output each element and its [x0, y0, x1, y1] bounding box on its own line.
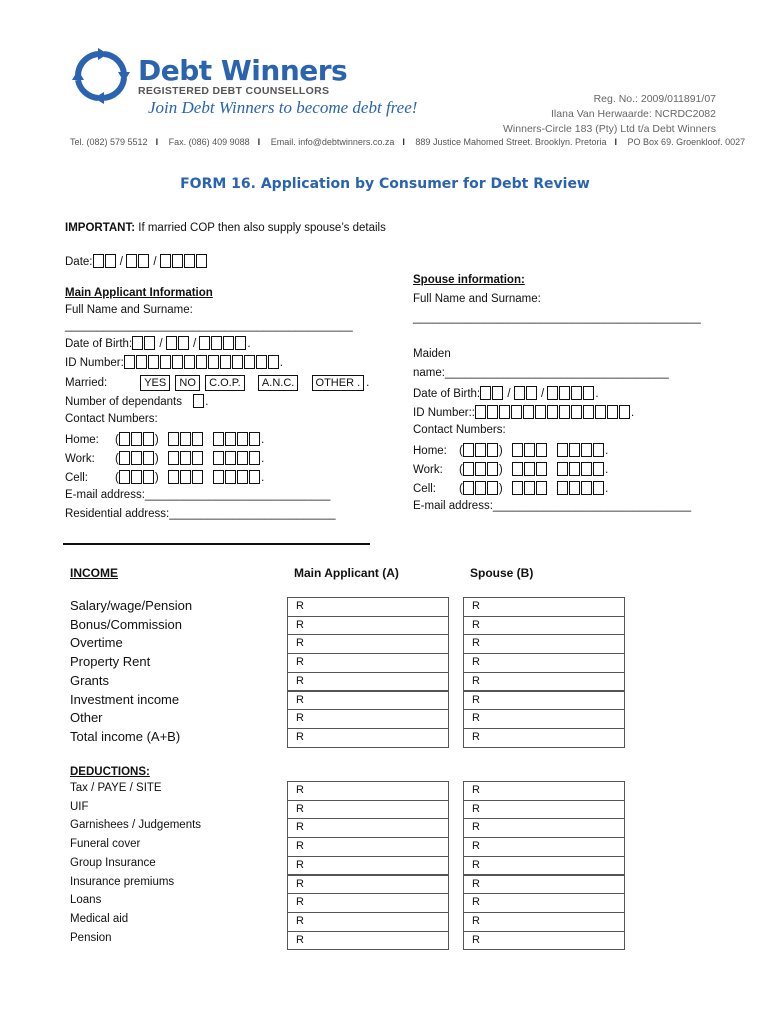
char-box[interactable]	[119, 432, 130, 446]
main-dependants-row	[65, 394, 208, 408]
spouse-cell-number[interactable]	[557, 481, 605, 495]
spouse-cell-prefix[interactable]	[512, 481, 548, 495]
char-box[interactable]	[487, 481, 498, 495]
char-box[interactable]	[571, 386, 582, 400]
spouse-dob-day[interactable]	[480, 386, 504, 400]
main-applicant-heading: Main Applicant Information	[65, 287, 213, 299]
char-box[interactable]	[105, 254, 116, 268]
date-month-field[interactable]	[126, 254, 150, 268]
char-box[interactable]	[547, 405, 558, 419]
char-box[interactable]	[569, 462, 580, 476]
char-box[interactable]	[249, 470, 260, 484]
income-main-amount-field[interactable]: R	[287, 653, 449, 673]
char-box[interactable]	[124, 355, 135, 369]
contact-fax: Fax. (086) 409 9088	[168, 137, 250, 147]
char-box[interactable]	[143, 432, 154, 446]
char-box[interactable]	[595, 405, 606, 419]
paren: (	[459, 445, 463, 457]
work-label: Work:	[413, 464, 443, 476]
spouse-work-code[interactable]	[463, 462, 499, 476]
income-main-amount-field[interactable]: R	[287, 672, 449, 692]
company-subtitle: REGISTERED DEBT COUNSELLORS	[138, 85, 330, 97]
main-married-row	[65, 375, 369, 391]
paren: )	[154, 453, 159, 465]
main-id-label: ID Number:	[65, 357, 124, 369]
char-box[interactable]	[593, 481, 604, 495]
dot: .	[261, 453, 265, 465]
char-box[interactable]	[225, 470, 236, 484]
char-box[interactable]	[192, 451, 203, 465]
main-work-row	[65, 451, 264, 465]
char-box[interactable]	[499, 405, 510, 419]
paren: )	[154, 472, 159, 484]
main-work-code[interactable]	[119, 451, 155, 465]
char-box[interactable]	[511, 405, 522, 419]
section-divider	[63, 543, 370, 545]
deductions-heading: DEDUCTIONS:	[70, 766, 150, 778]
char-box[interactable]	[172, 254, 183, 268]
dot: .	[605, 464, 609, 476]
deduction-spouse-amount-field[interactable]: R	[463, 875, 625, 895]
income-row-label: Bonus/Commission	[70, 616, 182, 632]
reg-counsellor: Ilana Van Herwaarde: NCRDC2082	[551, 108, 716, 120]
char-box[interactable]	[225, 451, 236, 465]
char-box[interactable]	[512, 443, 523, 457]
col-spouse: Spouse (B)	[470, 566, 534, 580]
income-main-amount-field[interactable]: R	[287, 691, 449, 711]
spouse-name-field[interactable]: _____________________________________________	[413, 312, 701, 324]
income-row-label: Other	[70, 710, 103, 726]
char-box[interactable]	[492, 386, 503, 400]
main-dob-label: Date of Birth:	[65, 338, 133, 350]
spouse-contact-label: Contact Numbers:	[413, 424, 506, 436]
main-residential-field[interactable]: Residential address:__________________________	[65, 508, 336, 520]
char-box[interactable]	[268, 355, 279, 369]
char-box[interactable]	[119, 470, 130, 484]
spouse-work-row	[413, 462, 608, 476]
dot: .	[247, 338, 251, 350]
spouse-id-label: ID Number::	[413, 407, 475, 419]
dependants-field[interactable]	[193, 394, 205, 408]
main-cell-code[interactable]	[119, 470, 155, 484]
char-box[interactable]	[160, 355, 171, 369]
char-box[interactable]	[557, 481, 568, 495]
paren: )	[498, 483, 503, 495]
char-box[interactable]	[463, 462, 474, 476]
char-box[interactable]	[512, 462, 523, 476]
spouse-work-prefix[interactable]	[512, 462, 548, 476]
col-main-applicant: Main Applicant (A)	[294, 566, 399, 580]
dot: .	[631, 407, 635, 419]
deduction-row-label: Loans	[70, 894, 102, 907]
income-main-amount-field[interactable]: R	[287, 634, 449, 654]
deduction-main-amount-field[interactable]: R	[287, 893, 449, 913]
char-box[interactable]	[557, 443, 568, 457]
contact-line: Tel. (082) 579 5512 I Fax. (086) 409 9088 I Email. info@debtwinners.co.za I 889 Justice Mahomed Street. Brooklyn. Pretoria I PO Box 69. Groenkloof. 0027	[70, 137, 746, 147]
dot: .	[595, 388, 599, 400]
char-box[interactable]	[184, 254, 195, 268]
paren: )	[498, 445, 503, 457]
char-box[interactable]	[232, 355, 243, 369]
char-box[interactable]	[138, 254, 149, 268]
char-box[interactable]	[192, 432, 203, 446]
char-box[interactable]	[168, 432, 179, 446]
slash: /	[507, 388, 511, 400]
income-row-label: Overtime	[70, 635, 123, 651]
important-note	[65, 222, 386, 234]
dot: .	[605, 483, 609, 495]
char-box[interactable]	[168, 470, 179, 484]
deduction-spouse-amount-field[interactable]: R	[463, 856, 625, 876]
date-row	[65, 254, 208, 268]
char-box[interactable]	[581, 462, 592, 476]
char-box[interactable]	[180, 451, 191, 465]
income-main-amount-field[interactable]: R	[287, 709, 449, 729]
company-logo	[68, 46, 134, 104]
char-box[interactable]	[475, 405, 486, 419]
spouse-maiden-label: Maiden	[413, 348, 451, 360]
income-spouse-amount-field[interactable]: R	[463, 616, 625, 636]
char-box[interactable]	[143, 470, 154, 484]
char-box[interactable]	[178, 336, 189, 350]
char-box[interactable]	[593, 462, 604, 476]
work-label: Work:	[65, 453, 95, 465]
char-box[interactable]	[512, 481, 523, 495]
char-box[interactable]	[144, 336, 155, 350]
char-box[interactable]	[199, 336, 210, 350]
char-box[interactable]	[526, 386, 537, 400]
char-box[interactable]	[192, 470, 203, 484]
char-box[interactable]	[536, 481, 547, 495]
important-label: IMPORTANT:	[65, 222, 136, 234]
spouse-id-row	[413, 405, 634, 419]
deduction-main-amount-field[interactable]: R	[287, 875, 449, 895]
char-box[interactable]	[237, 432, 248, 446]
deduction-row-label: Garnishees / Judgements	[70, 819, 202, 832]
deduction-spouse-amount-field[interactable]: R	[463, 931, 625, 951]
dot: .	[605, 445, 609, 457]
paren: )	[498, 464, 503, 476]
spouse-maiden-field[interactable]: name:___________________________________	[413, 367, 669, 379]
char-box[interactable]	[180, 470, 191, 484]
home-label: Home:	[413, 445, 447, 457]
char-box[interactable]	[256, 355, 267, 369]
char-box[interactable]	[571, 405, 582, 419]
paren: (	[459, 483, 463, 495]
main-married-label: Married:	[65, 377, 108, 389]
deduction-row-label: Group Insurance	[70, 856, 156, 869]
char-box[interactable]	[131, 470, 142, 484]
dot: .	[279, 357, 283, 369]
main-dob-row	[65, 336, 251, 350]
char-box[interactable]	[213, 432, 224, 446]
income-spouse-amount-field[interactable]: R	[463, 634, 625, 654]
income-row-label: Property Rent	[70, 654, 151, 670]
char-box[interactable]	[211, 336, 222, 350]
char-box[interactable]	[180, 432, 191, 446]
form-title: FORM 16. Application by Consumer for Debt Review	[180, 176, 590, 192]
main-email-field[interactable]: E-mail address:_____________________________	[65, 489, 331, 501]
char-box[interactable]	[168, 451, 179, 465]
income-row-label: Salary/wage/Pension	[70, 598, 193, 613]
spouse-heading: Spouse information:	[413, 274, 525, 286]
spouse-name-label: Full Name and Surname:	[413, 293, 541, 305]
date-day-field[interactable]	[93, 254, 117, 268]
char-box[interactable]	[557, 462, 568, 476]
income-spouse-amount-field[interactable]: R	[463, 709, 625, 729]
contact-email[interactable]: Email. info@debtwinners.co.za	[270, 137, 395, 147]
deduction-spouse-amount-field[interactable]: R	[463, 893, 625, 913]
char-box[interactable]	[131, 451, 142, 465]
married-yes-option[interactable]: YES	[140, 375, 170, 391]
income-row-label: Total income (A+B)	[70, 728, 181, 744]
main-work-number[interactable]	[213, 451, 261, 465]
spouse-dob-label: Date of Birth:	[413, 388, 481, 400]
contact-pobox: PO Box 69. Groenkloof. 0027	[627, 137, 746, 147]
slash: /	[119, 256, 123, 268]
char-box[interactable]	[535, 405, 546, 419]
spouse-cell-row	[413, 481, 608, 495]
char-box[interactable]	[559, 405, 570, 419]
contact-tel: Tel. (082) 579 5512	[70, 137, 148, 147]
char-box[interactable]	[196, 355, 207, 369]
char-box[interactable]	[475, 462, 486, 476]
char-box[interactable]	[213, 470, 224, 484]
main-cell-prefix[interactable]	[168, 470, 204, 484]
spouse-home-row	[413, 443, 608, 457]
slash: /	[153, 256, 157, 268]
main-name-field[interactable]: _____________________________________________	[65, 320, 353, 332]
paren: (	[115, 472, 119, 484]
char-box[interactable]	[581, 443, 592, 457]
main-home-number[interactable]	[213, 432, 261, 446]
deduction-spouse-amount-field[interactable]: R	[463, 837, 625, 857]
char-box[interactable]	[193, 394, 204, 408]
spouse-home-prefix[interactable]	[512, 443, 548, 457]
married-other-option[interactable]: OTHER .	[312, 375, 365, 391]
income-main-amount-field[interactable]: R	[287, 616, 449, 636]
char-box[interactable]	[223, 336, 234, 350]
char-box[interactable]	[569, 481, 580, 495]
income-heading: INCOME	[70, 566, 118, 580]
main-home-code[interactable]	[119, 432, 155, 446]
dot: .	[261, 472, 265, 484]
dot: .	[366, 377, 370, 389]
char-box[interactable]	[249, 432, 260, 446]
char-box[interactable]	[244, 355, 255, 369]
deduction-row-label: Funeral cover	[70, 838, 141, 851]
income-main-amount-field[interactable]: R	[287, 597, 449, 617]
married-no-option[interactable]: NO	[175, 375, 200, 391]
deduction-main-amount-field[interactable]: R	[287, 781, 449, 801]
main-contact-label: Contact Numbers:	[65, 413, 158, 425]
char-box[interactable]	[583, 386, 594, 400]
char-box[interactable]	[524, 443, 535, 457]
paren: (	[115, 453, 119, 465]
spouse-home-number[interactable]	[557, 443, 605, 457]
char-box[interactable]	[475, 443, 486, 457]
char-box[interactable]	[131, 432, 142, 446]
deduction-spouse-amount-field[interactable]: R	[463, 912, 625, 932]
spouse-dob-month[interactable]	[514, 386, 538, 400]
char-box[interactable]	[569, 443, 580, 457]
income-row-label: Investment income	[70, 691, 180, 707]
paren: (	[115, 434, 119, 446]
char-box[interactable]	[487, 405, 498, 419]
paren: (	[459, 464, 463, 476]
main-home-prefix[interactable]	[168, 432, 204, 446]
char-box[interactable]	[583, 405, 594, 419]
char-box[interactable]	[172, 355, 183, 369]
char-box[interactable]	[184, 355, 195, 369]
deduction-main-amount-field[interactable]: R	[287, 800, 449, 820]
char-box[interactable]	[132, 336, 143, 350]
char-box[interactable]	[480, 386, 491, 400]
char-box[interactable]	[126, 254, 137, 268]
slash: /	[192, 338, 197, 350]
char-box[interactable]	[463, 481, 474, 495]
main-dob-day[interactable]	[132, 336, 156, 350]
char-box[interactable]	[208, 355, 219, 369]
main-dob-year[interactable]	[199, 336, 247, 350]
char-box[interactable]	[235, 336, 246, 350]
deduction-row-label: Tax / PAYE / SITE	[70, 782, 162, 794]
char-box[interactable]	[524, 481, 535, 495]
income-spouse-amount-field[interactable]: R	[463, 597, 625, 617]
deduction-spouse-amount-field[interactable]: R	[463, 781, 625, 801]
company-slogan: Join Debt Winners to become debt free!	[148, 98, 418, 117]
char-box[interactable]	[93, 254, 104, 268]
char-box[interactable]	[547, 386, 558, 400]
paren: )	[154, 434, 159, 446]
dot: .	[205, 396, 209, 408]
spouse-id-field[interactable]	[475, 405, 631, 419]
income-spouse-amount-field[interactable]: R	[463, 672, 625, 692]
char-box[interactable]	[607, 405, 618, 419]
income-spouse-amount-field[interactable]: R	[463, 728, 625, 748]
cell-label: Cell:	[413, 483, 437, 495]
spouse-work-number[interactable]	[557, 462, 605, 476]
income-spouse-amount-field[interactable]: R	[463, 691, 625, 711]
char-box[interactable]	[536, 462, 547, 476]
deduction-row-label: UIF	[70, 800, 89, 813]
char-box[interactable]	[536, 443, 547, 457]
deduction-main-amount-field[interactable]: R	[287, 837, 449, 857]
date-label: Date:	[65, 256, 93, 268]
char-box[interactable]	[514, 386, 525, 400]
registration-info	[503, 92, 716, 137]
char-box[interactable]	[524, 462, 535, 476]
main-work-prefix[interactable]	[168, 451, 204, 465]
contact-address: 889 Justice Mahomed Street. Brooklyn. Pretoria	[415, 137, 607, 147]
spouse-email-field[interactable]: E-mail address:_______________________________	[413, 500, 692, 512]
char-box[interactable]	[475, 481, 486, 495]
char-box[interactable]	[143, 451, 154, 465]
main-id-field[interactable]	[124, 355, 280, 369]
char-box[interactable]	[225, 432, 236, 446]
char-box[interactable]	[160, 254, 171, 268]
deduction-row-label: Medical aid	[70, 912, 129, 925]
main-name-label: Full Name and Surname:	[65, 304, 193, 316]
char-box[interactable]	[487, 462, 498, 476]
main-dob-month[interactable]	[166, 336, 190, 350]
char-box[interactable]	[196, 254, 207, 268]
cell-label: Cell:	[65, 472, 89, 484]
important-text: If married COP then also supply spouse’s details	[135, 222, 386, 234]
company-name: Debt Winners	[138, 54, 348, 87]
char-box[interactable]	[593, 443, 604, 457]
reg-entity: Winners-Circle 183 (Pty) Ltd t/a Debt Winners	[503, 123, 716, 135]
char-box[interactable]	[148, 355, 159, 369]
char-box[interactable]	[523, 405, 534, 419]
logo-arrows-icon	[68, 46, 134, 104]
char-box[interactable]	[463, 443, 474, 457]
char-box[interactable]	[220, 355, 231, 369]
char-box[interactable]	[119, 451, 130, 465]
deduction-row-label: Pension	[70, 931, 112, 944]
income-spouse-amount-field[interactable]: R	[463, 653, 625, 673]
deduction-spouse-amount-field[interactable]: R	[463, 818, 625, 838]
married-anc-option[interactable]: A.N.C.	[258, 375, 298, 391]
main-cell-number[interactable]	[213, 470, 261, 484]
deduction-main-amount-field[interactable]: R	[287, 931, 449, 951]
main-id-row	[65, 355, 283, 369]
income-main-amount-field[interactable]: R	[287, 728, 449, 748]
main-cell-row	[65, 470, 264, 484]
char-box[interactable]	[581, 481, 592, 495]
char-box[interactable]	[487, 443, 498, 457]
date-year-field[interactable]	[160, 254, 208, 268]
char-box[interactable]	[559, 386, 570, 400]
deduction-spouse-amount-field[interactable]: R	[463, 800, 625, 820]
char-box[interactable]	[237, 451, 248, 465]
home-label: Home:	[65, 434, 99, 446]
spouse-dob-row	[413, 386, 599, 400]
char-box[interactable]	[166, 336, 177, 350]
deduction-main-amount-field[interactable]: R	[287, 818, 449, 838]
dependants-label: Number of dependants	[65, 396, 182, 408]
main-home-row	[65, 432, 264, 446]
char-box[interactable]	[237, 470, 248, 484]
reg-number: Reg. No.: 2009/011891/07	[593, 93, 716, 105]
deduction-main-amount-field[interactable]: R	[287, 912, 449, 932]
char-box[interactable]	[136, 355, 147, 369]
dot: .	[261, 434, 265, 446]
char-box[interactable]	[213, 451, 224, 465]
char-box[interactable]	[619, 405, 630, 419]
spouse-cell-code[interactable]	[463, 481, 499, 495]
slash: /	[159, 338, 163, 350]
income-row-label: Grants	[70, 672, 110, 688]
spouse-home-code[interactable]	[463, 443, 499, 457]
deduction-main-amount-field[interactable]: R	[287, 856, 449, 876]
slash: /	[540, 388, 545, 400]
married-cop-option[interactable]: C.O.P.	[205, 375, 245, 391]
deduction-row-label: Insurance premiums	[70, 875, 175, 888]
spouse-dob-year[interactable]	[547, 386, 595, 400]
char-box[interactable]	[249, 451, 260, 465]
